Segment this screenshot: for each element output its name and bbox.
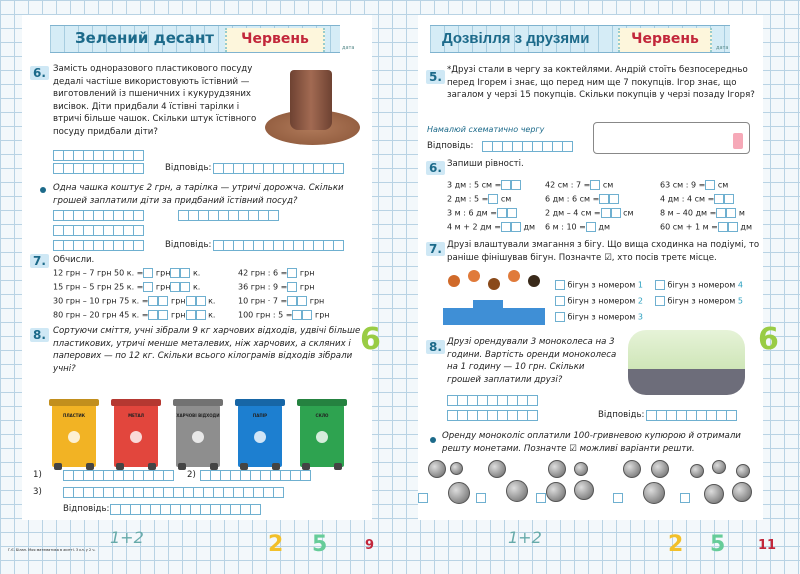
answer-box[interactable] — [297, 296, 307, 306]
answer-cell[interactable] — [133, 150, 144, 161]
expression-text: грн — [299, 282, 315, 292]
runner-number: 5 — [737, 296, 743, 306]
equality-row — [545, 208, 634, 218]
answer-cell[interactable] — [133, 210, 144, 221]
expression-text: 4 дм : 4 см = — [660, 194, 715, 204]
answer-cell[interactable] — [133, 163, 144, 174]
recycling-bin — [300, 405, 344, 467]
expression-text: м — [738, 208, 745, 218]
expression-text: 12 грн – 7 грн 50 к. = — [53, 268, 144, 278]
expression-text: к. — [192, 282, 201, 292]
option-label: бігун з номером — [567, 280, 636, 290]
bin-label: СКЛО — [315, 413, 329, 418]
expression-text: 100 грн : 5 = — [238, 310, 293, 320]
expression-text: грн — [315, 310, 330, 320]
equality-row — [660, 222, 752, 232]
answer-cell[interactable] — [163, 470, 174, 481]
change-option-checkbox[interactable] — [613, 493, 623, 503]
coin-icon — [548, 460, 566, 478]
checkbox[interactable] — [655, 296, 665, 306]
expression-text: 2 дм – 4 см = — [545, 208, 601, 218]
answer-label: Відповідь: — [63, 504, 110, 514]
coin-icon — [448, 482, 470, 504]
coin-icon — [732, 482, 752, 502]
expression-text: 2 дм : 5 = — [447, 194, 489, 204]
answer-cells[interactable] — [63, 487, 283, 498]
equality-row — [660, 208, 745, 218]
answer-box[interactable] — [170, 268, 180, 278]
answer-cell[interactable] — [250, 504, 261, 515]
answer-box[interactable] — [497, 208, 507, 218]
answer-box[interactable] — [143, 282, 153, 292]
answer-box[interactable] — [302, 310, 312, 320]
runner-number: 1 — [637, 280, 643, 290]
task-number: 7. — [426, 242, 445, 256]
computation-row — [238, 296, 324, 306]
answer-box[interactable] — [143, 268, 153, 278]
option-label: бігун з номером — [567, 296, 636, 306]
expression-text: 4 м + 2 дм = — [447, 222, 501, 232]
task-title: Обчисли. — [53, 255, 95, 265]
equality-row — [447, 222, 535, 232]
computation-row — [238, 268, 314, 278]
expression-text: грн — [309, 296, 325, 306]
answer-field[interactable] — [110, 504, 260, 515]
answer-box[interactable] — [488, 194, 498, 204]
answer-box[interactable] — [728, 222, 738, 232]
runner-option[interactable] — [655, 280, 743, 290]
bin-label: ПЛАСТИК — [62, 413, 86, 418]
task-text: Сортуючи сміття, учні зібрали 9 кг харчових відходів, удвічі більше пластикових, утричі менше металевих, ніж харчових, а скляних і паперових — по 12 кг. Скільки всього кілограмів відходів зібрали учні? — [53, 326, 361, 374]
runner-number: 3 — [637, 312, 643, 322]
coin-icon — [643, 482, 665, 504]
expression-text: грн — [155, 282, 171, 292]
answer-box[interactable] — [609, 194, 619, 204]
option-label: бігун з номером — [667, 296, 736, 306]
expression-text: см — [623, 208, 634, 218]
equality-row — [545, 180, 613, 190]
row-label: 2) — [187, 470, 196, 480]
answer-cell[interactable] — [527, 410, 538, 421]
section-title: Дозвілля з друзями — [442, 30, 590, 47]
answer-cell[interactable] — [333, 163, 344, 174]
doodle-2: 2 — [668, 532, 684, 557]
footer-credit: Г.Є. Білан. Моя математика в житті. 3 кл. у 2 ч. — [8, 548, 96, 552]
answer-box[interactable] — [714, 194, 724, 204]
checkbox[interactable] — [555, 312, 565, 322]
doodle-5: 5 — [312, 532, 328, 557]
answer-field[interactable] — [482, 141, 572, 152]
answer-field[interactable] — [646, 410, 736, 421]
answer-box[interactable] — [292, 310, 302, 320]
change-option-checkbox[interactable] — [536, 493, 546, 503]
answer-box[interactable] — [718, 222, 728, 232]
expression-text: 15 грн – 5 грн 25 к. = — [53, 282, 144, 292]
task-number: 6. — [426, 161, 445, 175]
answer-box[interactable] — [170, 282, 180, 292]
task-text: Друзі влаштували змагання з бігу. Що вища сходинка на подіумі, то раніше фінішував бігун. Позначте ☑, хто посів третє місце. — [447, 240, 760, 263]
equality-row — [447, 180, 521, 190]
answer-box[interactable] — [726, 208, 736, 218]
answer-box[interactable] — [586, 222, 596, 232]
answer-box[interactable] — [611, 208, 621, 218]
expression-text: 10 грн · 7 = — [238, 296, 288, 306]
answer-cells[interactable] — [53, 240, 143, 251]
answer-cells[interactable] — [63, 470, 173, 481]
answer-box[interactable] — [599, 194, 609, 204]
bin-label: МЕТАЛ — [128, 413, 144, 418]
expression-text: см — [500, 194, 512, 204]
coin-icon — [651, 460, 669, 478]
doodle-1plus2: 1+2 — [110, 528, 144, 547]
coin-icon — [736, 464, 750, 478]
answer-box[interactable] — [507, 208, 517, 218]
answer-cells[interactable] — [178, 210, 278, 221]
answer-box[interactable] — [501, 222, 511, 232]
recycle-icon — [130, 431, 142, 443]
cocktail-icon — [733, 133, 743, 149]
recycling-bin — [176, 405, 220, 467]
bullet-question: Оренду моноколіс оплатили 100-гривневою купюрою й отримали решту монетами. Позначте ☑ можливі варіанти решти. — [442, 431, 741, 454]
answer-label: Відповідь: — [165, 163, 212, 173]
coin-icon — [546, 482, 566, 502]
answer-box[interactable] — [287, 268, 297, 278]
expression-text: грн — [171, 296, 186, 306]
change-option-checkbox[interactable] — [680, 493, 690, 503]
drawing-area[interactable] — [593, 122, 750, 154]
expression-text: дм — [523, 222, 536, 232]
doodle-5: 5 — [710, 532, 726, 557]
answer-field[interactable] — [213, 240, 343, 251]
expression-text: 60 см + 1 м = — [660, 222, 718, 232]
doodle-6: 6 — [360, 322, 381, 357]
date-label: дата — [342, 45, 355, 51]
bullet-icon — [40, 187, 46, 193]
computation-row — [53, 282, 200, 292]
answer-cell[interactable] — [268, 210, 279, 221]
section-title: Зелений десант — [75, 29, 214, 47]
monowheel-kids-image — [628, 330, 745, 395]
task-number: 8. — [30, 328, 49, 342]
recycle-icon — [316, 431, 328, 443]
equality-row — [660, 194, 734, 204]
expression-text: грн — [171, 310, 186, 320]
coin-icon — [506, 480, 528, 502]
answer-cell[interactable] — [562, 141, 573, 152]
task-number: 6. — [30, 66, 49, 80]
answer-box[interactable] — [511, 180, 521, 190]
answer-cells[interactable] — [53, 163, 143, 174]
equality-row — [660, 180, 728, 190]
expression-text: грн — [299, 268, 315, 278]
expression-text: дм — [740, 222, 752, 232]
answer-box[interactable] — [158, 310, 168, 320]
right-header — [430, 25, 730, 53]
runner-number: 2 — [637, 296, 643, 306]
answer-field[interactable] — [213, 163, 343, 174]
answer-cells[interactable] — [447, 395, 537, 406]
answer-box[interactable] — [601, 208, 611, 218]
bin-label: ПАПІР — [252, 413, 268, 418]
computation-row — [53, 310, 215, 320]
answer-label: Відповідь: — [165, 240, 212, 250]
expression-text: 3 м : 6 дм = — [447, 208, 497, 218]
answer-cells[interactable] — [53, 225, 143, 236]
computation-row — [238, 310, 330, 320]
expression-text: к. — [208, 310, 216, 320]
answer-box[interactable] — [196, 296, 206, 306]
answer-cells[interactable] — [53, 150, 143, 161]
expression-text: см — [602, 180, 614, 190]
equality-row — [447, 194, 511, 204]
checkbox[interactable] — [555, 280, 565, 290]
task-number: 7. — [30, 254, 49, 268]
page-number: 11 — [758, 538, 777, 553]
answer-box[interactable] — [186, 310, 196, 320]
task-text: Друзі орендували 3 моноколеса на 3 години. Вартість оренди моноколеса на 1 годину — 10 грн. Скільки грошей заплатили друзі? — [447, 337, 617, 385]
expression-text: 6 м : 10 = — [545, 222, 586, 232]
option-label: бігун з номером — [567, 312, 636, 322]
coin-icon — [450, 462, 463, 475]
answer-box[interactable] — [180, 282, 190, 292]
runner-number: 4 — [737, 280, 743, 290]
recycle-icon — [254, 431, 266, 443]
coin-icon — [690, 464, 704, 478]
answer-box[interactable] — [158, 296, 168, 306]
equality-row — [545, 222, 610, 232]
answer-box[interactable] — [590, 180, 600, 190]
expression-text: 42 грн : 6 = — [238, 268, 288, 278]
recycle-icon — [68, 431, 80, 443]
recycle-icon — [192, 431, 204, 443]
answer-box[interactable] — [287, 296, 297, 306]
expression-text: 80 грн – 20 грн 45 к. = — [53, 310, 149, 320]
answer-box[interactable] — [148, 296, 158, 306]
runner-option[interactable] — [555, 280, 643, 290]
expression-text: см — [717, 180, 729, 190]
runner-option[interactable] — [555, 296, 643, 306]
answer-box[interactable] — [148, 310, 158, 320]
answer-label: Відповідь: — [598, 410, 645, 420]
bin-label: ХАРЧОВІ ВІДХОДИ — [176, 413, 220, 418]
task-number: 8. — [426, 340, 445, 354]
coin-icon — [488, 460, 506, 478]
recycling-bin — [52, 405, 96, 467]
answer-cells[interactable] — [447, 410, 537, 421]
coin-icon — [712, 460, 726, 474]
answer-label: Відповідь: — [427, 141, 474, 151]
row-label: 3) — [33, 487, 42, 497]
answer-box[interactable] — [186, 296, 196, 306]
row-label: 1) — [33, 470, 42, 480]
computation-row — [238, 282, 314, 292]
recycling-bin — [238, 405, 282, 467]
change-option-checkbox[interactable] — [418, 493, 428, 503]
answer-cell[interactable] — [273, 487, 284, 498]
doodle-2: 2 — [268, 532, 284, 557]
expression-text: 36 грн : 9 = — [238, 282, 288, 292]
answer-cell[interactable] — [133, 225, 144, 236]
date-label: дата — [716, 45, 729, 51]
doodle-6: 6 — [758, 322, 779, 357]
answer-box[interactable] — [196, 310, 206, 320]
computation-row — [53, 296, 215, 306]
doodle-1plus2: 1+2 — [508, 528, 542, 547]
month-label: Червень — [618, 28, 712, 52]
runner-option[interactable] — [555, 312, 643, 322]
answer-cells[interactable] — [200, 470, 310, 481]
coin-icon — [428, 460, 446, 478]
expression-text: 42 см : 7 = — [545, 180, 591, 190]
expression-text: 3 дм : 5 см = — [447, 180, 502, 190]
runner-option[interactable] — [655, 296, 743, 306]
expression-text: к. — [208, 296, 216, 306]
podium-runners-image — [443, 270, 545, 325]
answer-cell[interactable] — [527, 395, 538, 406]
answer-cell[interactable] — [133, 240, 144, 251]
answer-cell[interactable] — [726, 410, 737, 421]
answer-cells[interactable] — [53, 210, 143, 221]
recycling-bin — [114, 405, 158, 467]
coin-icon — [623, 460, 641, 478]
equality-row — [447, 208, 517, 218]
edible-cup-image — [265, 65, 360, 150]
month-label: Червень — [225, 28, 325, 52]
left-header — [50, 25, 355, 53]
task-text: Замість одноразового пластикового посуду дедалі частіше використовують їстівний — виготовлений із пшеничних і кукурудзяних висівок. Діти придбали 4 їстівні тарілки і втричі більше чашок. Скільки штук їстівного посуду придбали діти? — [53, 64, 257, 137]
answer-box[interactable] — [180, 268, 190, 278]
option-label: бігун з номером — [667, 280, 736, 290]
answer-box[interactable] — [511, 222, 521, 232]
coin-icon — [704, 484, 724, 504]
answer-box[interactable] — [287, 282, 297, 292]
page-number: 9 — [365, 538, 375, 553]
bullet-icon — [430, 437, 436, 443]
task-text: *Друзі стали в чергу за коктейлями. Андрій стоїть безпосередньо перед Ігорем і знає, що перед ним ще 7 покупців. Ігор знає, що загалом у черзі 15 покупців. Скільки покупців у черзі позаду Ігоря? — [447, 65, 755, 101]
coin-icon — [574, 462, 588, 476]
answer-box[interactable] — [724, 194, 734, 204]
checkbox[interactable] — [655, 280, 665, 290]
expression-text: 8 м – 40 дм = — [660, 208, 717, 218]
computation-row — [53, 268, 200, 278]
equality-row — [545, 194, 619, 204]
checkbox[interactable] — [555, 296, 565, 306]
expression-text: грн — [155, 268, 171, 278]
expression-text: 6 дм : 6 см = — [545, 194, 600, 204]
draw-hint: Намалюй схематично чергу — [427, 125, 545, 134]
answer-box[interactable] — [501, 180, 511, 190]
expression-text: дм — [598, 222, 610, 232]
answer-cell[interactable] — [333, 240, 344, 251]
answer-box[interactable] — [716, 208, 726, 218]
task-title: Запиши рівності. — [447, 159, 524, 169]
expression-text: 30 грн – 10 грн 75 к. = — [53, 296, 149, 306]
answer-cell[interactable] — [300, 470, 311, 481]
expression-text: 63 см : 9 = — [660, 180, 706, 190]
right-page — [400, 0, 800, 574]
answer-box[interactable] — [705, 180, 715, 190]
change-option-checkbox[interactable] — [476, 493, 486, 503]
bullet-question: Одна чашка коштує 2 грн, а тарілка — утричі дорожча. Скільки грошей заплатили діти за придбаний їстівний посуд? — [53, 183, 344, 206]
task-number: 5. — [426, 70, 445, 84]
expression-text: к. — [192, 268, 201, 278]
coin-icon — [574, 480, 594, 500]
